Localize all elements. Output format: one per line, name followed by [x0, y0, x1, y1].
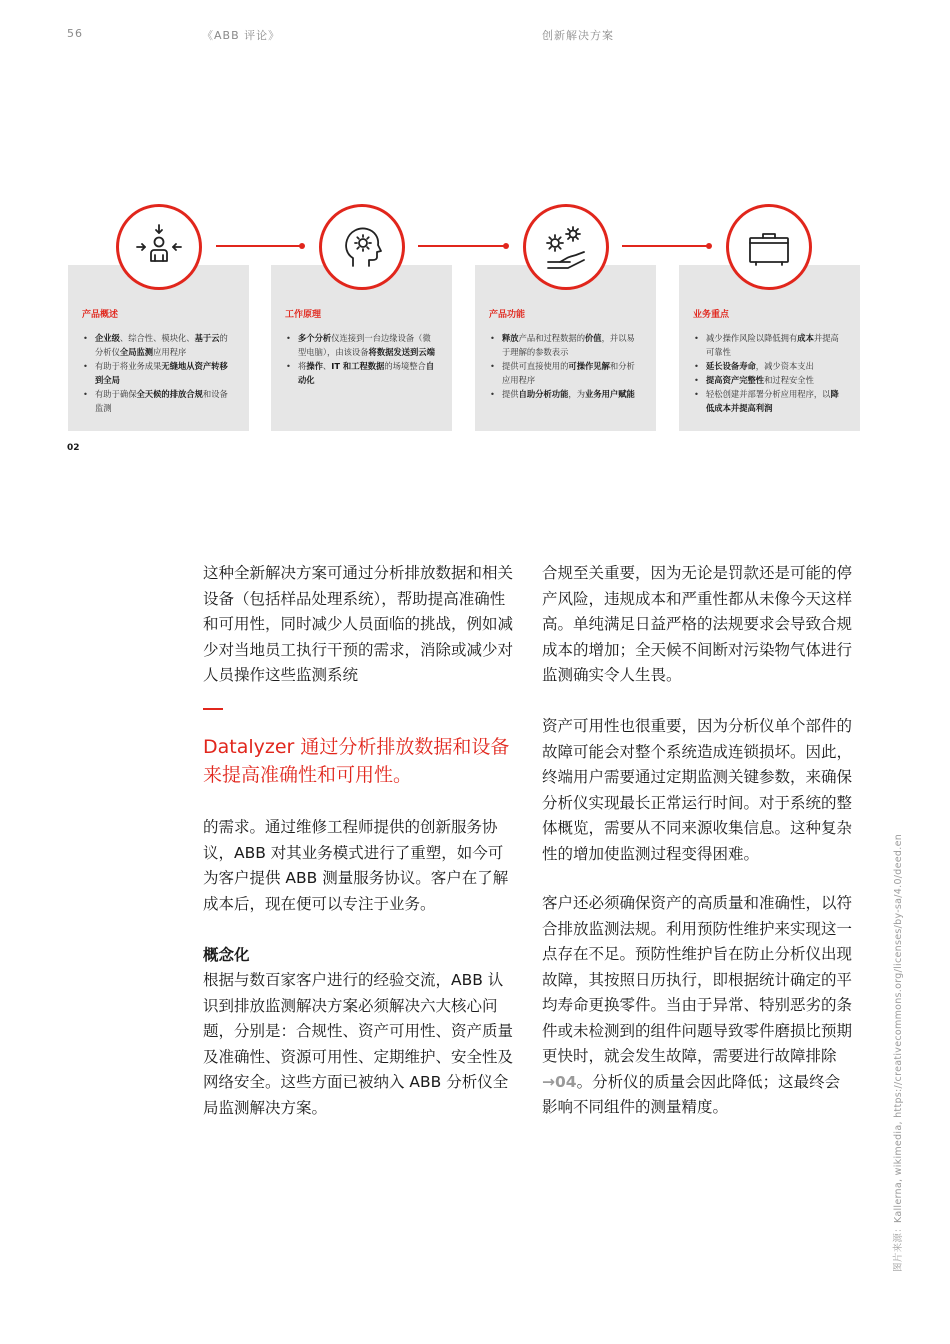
pull-quote-dash [203, 708, 223, 710]
body-paragraph: 的需求。通过维修工程师提供的创新服务协议，ABB 对其业务模式进行了重塑，如今可为客户提供 ABB 测量服务协议。客户在了解成本后，现在便可以专注于业务。 [203, 818, 509, 913]
card-list [82, 331, 235, 415]
card-bullet: • 有助于确保全天候的排放合规和设备监测 [82, 387, 235, 415]
head-gear-icon [319, 204, 405, 290]
section-title: 创新解决方案 [542, 29, 614, 42]
card-list [285, 331, 438, 387]
flow-connector [418, 245, 506, 247]
page-number: 56 [67, 27, 83, 40]
card-title: 产品功能 [489, 310, 526, 320]
subheading: 概念化 [203, 946, 250, 964]
card-bullet: • 延长设备寿命，减少资本支出 [693, 359, 846, 373]
card-bullet: • 企业级、综合性、模块化、基于云的分析仪全局监测应用程序 [82, 331, 235, 359]
body-paragraph: 合规至关重要，因为无论是罚款还是可能的停产风险，违规成本和严重性都从未像今天这样高。单纯满足日益严格的法规要求会导致合规成本的增加；全天候不间断对污染物气体进行监测确实令人生畏。 [542, 564, 853, 684]
body-paragraph: 这种全新解决方案可通过分析排放数据和相关设备（包括样品处理系统），帮助提高准确性和可用性，同时减少人员面临的挑战，例如减少对当地员工执行干预的需求，消除或减少对人员操作这些监测系统 [203, 564, 514, 684]
card-bullet: • 将操作、IT 和工程数据的场境整合自动化 [285, 359, 438, 387]
card-list [489, 331, 642, 401]
card-list [693, 331, 846, 415]
card-bullet: • 提供可直接使用的可操作见解和分析应用程序 [489, 359, 642, 387]
flow-connector [216, 245, 302, 247]
briefcase-icon [726, 204, 812, 290]
person-focus-icon [116, 204, 202, 290]
magazine-title: 《ABB 评论》 [202, 29, 281, 42]
card-title: 工作原理 [285, 310, 322, 320]
card-title: 业务重点 [693, 310, 730, 320]
card-bullet: • 提高资产完整性和过程安全性 [693, 373, 846, 387]
body-paragraph: 资产可用性也很重要，因为分析仪单个部件的故障可能会对整个系统造成连锁损坏。因此，终端用户需要通过定期监测关键参数，来确保分析仪实现最长正常运行时间。对于系统的整体概览，需要从不同来源收集信息。这种复杂性的增加使监测过程变得困难。 [542, 717, 853, 863]
card-bullet: • 减少操作风险以降低拥有成本并提高可靠性 [693, 331, 846, 359]
body-paragraph: 根据与数百家客户进行的经验交流，ABB 认识到排放监测解决方案必须解决六大核心问题，分别是：合规性、资产可用性、资产质量及准确性、资源可用性、定期维护、安全性及网络安全。这些方面已被纳入 ABB 分析仪全局监测解决方案。 [203, 971, 514, 1117]
figure-reference-link[interactable]: →04 [542, 1072, 577, 1091]
card-title: 产品概述 [82, 310, 119, 320]
gears-hand-icon [523, 204, 609, 290]
card-bullet: • 提供自助分析功能，为业务用户赋能 [489, 387, 642, 401]
image-credit: 图片来源：Kallerna, wikimedia, https://creativecommons.org/licenses/by-sa/4.0/deed.en [893, 833, 904, 1272]
card-bullet: • 有助于将业务成果无缝地从资产转移到全局 [82, 359, 235, 387]
card-bullet: • 多个分析仪连接到一台边缘设备（微型电脑），由该设备将数据发送到云端 [285, 331, 438, 359]
card-bullet: • 释放产品和过程数据的价值，并以易于理解的参数表示 [489, 331, 642, 359]
figure-number: 02 [67, 443, 80, 453]
body-paragraph: 客户还必须确保资产的高质量和准确性，以符合排放监测法规。利用预防性维护来实现这一点存在不足。预防性维护旨在防止分析仪出现故障，其按照日历执行，即根据统计确定的平均寿命更换零件。当由于异常、特别恶劣的条件或未检测到的组件问题导致零件磨损比预期更快时，就会发生故障，需要进行故障排除→04。分析仪的质量会因此降低；这最终会影响不同组件的测量精度。 [542, 894, 853, 1116]
card-bullet: • 轻松创建并部署分析应用程序，以降低成本并提高利润 [693, 387, 846, 415]
pull-quote: Datalyzer 通过分析排放数据和设备来提高准确性和可用性。 [203, 736, 510, 786]
flow-connector [622, 245, 709, 247]
